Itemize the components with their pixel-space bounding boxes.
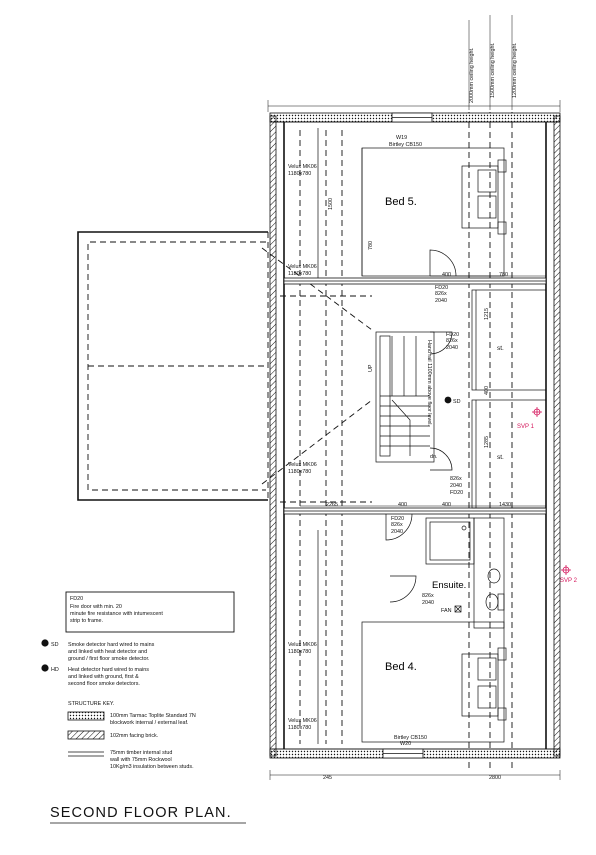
sd-key-label: SD — [51, 642, 59, 648]
stair-down-label: dn. — [430, 454, 438, 460]
dim-mid-right: 400 — [442, 502, 451, 508]
block-key-text: 100mm Tarmac Toplite Standard 7N blockwork internal / external leaf. — [110, 713, 196, 726]
door4-type: FD20 — [391, 516, 405, 522]
notes-panel — [41, 592, 234, 770]
bed4-room — [362, 622, 506, 742]
fan-label: FAN — [441, 608, 452, 614]
velux-b-size: 1180x780 — [288, 271, 312, 277]
ceiling-height-2000: 2000mm ceiling height. — [469, 47, 475, 103]
door1-type: FD20 — [435, 285, 449, 291]
velux-e-size: 1180x780 — [288, 725, 312, 731]
dim-bottom-right: 2800 — [489, 775, 501, 781]
door2-type: FD20 — [446, 332, 460, 338]
dim-side-e: 1285 — [484, 436, 490, 448]
dim-bottom-left: 245 — [323, 775, 332, 781]
door3-size: 826x — [450, 476, 462, 482]
ceiling-height-markers — [469, 15, 518, 768]
brick-key-text: 102mm facing brick. — [110, 733, 159, 739]
handrail-note: Hand rail 1100mm above floor level. — [426, 340, 432, 426]
hd-key-symbol — [41, 664, 48, 671]
dim-mid-left: 400 — [398, 502, 407, 508]
smoke-detector-label: SD — [453, 399, 461, 405]
door3-height: 2040 — [450, 483, 462, 489]
store-rooms — [472, 290, 546, 508]
velux-a-label: Velux MK06 — [288, 164, 317, 170]
sd-key-symbol — [41, 639, 48, 646]
dim-mid-far: 1430 — [499, 502, 511, 508]
bed4-bed — [462, 654, 498, 716]
roof-outline-left — [78, 232, 372, 502]
velux-c-size: 1180x780 — [288, 469, 312, 475]
shower-tray — [430, 522, 470, 560]
stair-core — [368, 332, 461, 462]
hd-key-text: Heat detector hard wired to mains and linked with ground, first & second floor smoke detectors. — [68, 667, 149, 687]
velux-b-label: Velux MK06 — [288, 264, 317, 270]
fd20-note-title: FD20 — [70, 596, 84, 602]
dim-row-left: 2265 — [326, 502, 338, 508]
stud-key-text: 75mm timber internal stud wall with 75mm Rockwool 10Kg/m3 insulation between studs. — [110, 750, 194, 770]
drawing-title: SECOND FLOOR PLAN. — [50, 805, 232, 821]
stair-up-label: UP — [368, 364, 374, 372]
door4-size: 826x — [391, 522, 403, 528]
fd20-note-body: Fire door with min. 20 minute fire resistance with intumescent strip to frame. — [70, 604, 163, 624]
ensuite-room — [426, 518, 504, 628]
structure-key-title: STRUCTURE KEY. — [68, 701, 115, 707]
room-label-store-bottom: st. — [497, 454, 504, 461]
velux-d-size: 1180x780 — [288, 649, 312, 655]
room-label-bed5: Bed 5. — [385, 196, 417, 208]
velux-a-size: 1180x780 — [288, 171, 312, 177]
svp1-label: SVP 1 — [517, 424, 534, 430]
dim-top-right: 780 — [499, 272, 508, 278]
room-label-store-top: st. — [497, 345, 504, 352]
dim-top-left: 400 — [442, 272, 451, 278]
ceiling-height-1200: 1200mm ceiling height. — [512, 42, 518, 98]
door4-height: 2040 — [391, 529, 403, 535]
top-dimension-line — [268, 100, 560, 112]
bed5-room — [362, 148, 506, 276]
dim-side-a: 1500 — [328, 198, 334, 210]
smoke-detector-symbol — [445, 397, 452, 404]
w19-label: W19 — [396, 135, 408, 141]
door2-size: 826x — [446, 338, 458, 344]
dim-side-d: 400 — [484, 386, 490, 395]
block-key-swatch — [68, 712, 104, 720]
door1-height: 2040 — [435, 298, 447, 304]
door1-size: 826x — [435, 291, 447, 297]
door3-type: FD20 — [450, 490, 464, 496]
w19-spec: Birtley CB150 — [389, 142, 422, 148]
wc — [486, 594, 498, 610]
dimensions — [270, 198, 560, 781]
dim-side-c: 1215 — [484, 308, 490, 320]
door-labels — [391, 285, 463, 606]
brick-key-swatch — [68, 731, 104, 739]
door5-size: 826x — [422, 593, 434, 599]
ceiling-height-1500: 1500mm ceiling height. — [490, 42, 496, 98]
room-label-bed4: Bed 4. — [385, 661, 417, 673]
velux-e-label: Velux MK06 — [288, 718, 317, 724]
velux-c-label: Velux MK06 — [288, 462, 317, 468]
bed5-bed — [462, 166, 498, 228]
room-label-ensuite: Ensuite. — [432, 580, 467, 591]
sd-key-text: Smoke detector hard wired to mains and linked with heat detector and ground / first floor smoke detector. — [68, 642, 155, 662]
dim-side-b: 780 — [368, 241, 374, 250]
w20-label: W20 — [400, 741, 412, 747]
svp2-label: SVP 2 — [560, 578, 577, 584]
window-labels — [288, 135, 427, 747]
door5-height: 2040 — [422, 600, 434, 606]
velux-d-label: Velux MK06 — [288, 642, 317, 648]
w20-spec: Birtley CB150 — [394, 735, 427, 741]
door2-height: 2040 — [446, 345, 458, 351]
svp-markers — [517, 407, 578, 584]
hd-key-label: HD — [51, 667, 59, 673]
